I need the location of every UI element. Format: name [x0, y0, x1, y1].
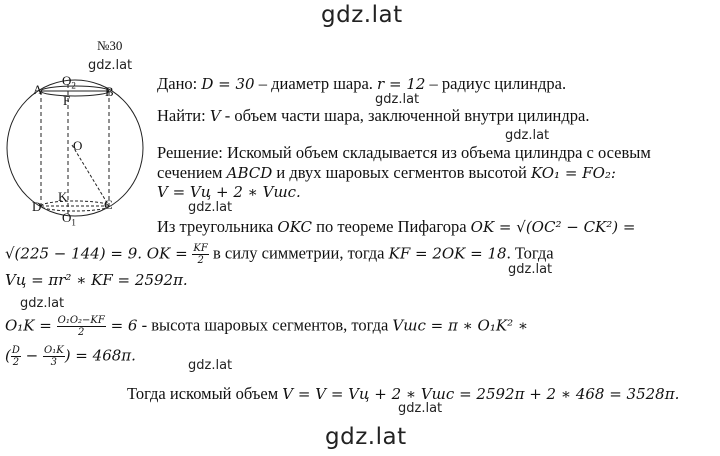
watermark-left: gdz.lat — [20, 296, 65, 311]
solution-line-2: сечением ABCD и двух шаровых сегментов высотой KO₁ = FO₂: — [157, 163, 616, 182]
solution-line-1: Решение: Искомый объем складывается из объема цилиндра с осевым — [157, 143, 651, 162]
watermark-given: gdz.lat — [375, 92, 420, 107]
pythagoras-line-2: √(225 − 144) = 9. OK = $\frac{KF}{2}$ в силу симметрии, тогда KF = 2OK = 18. Тогда — [5, 243, 554, 266]
label-F: F — [63, 93, 71, 108]
label-B: B — [105, 84, 114, 99]
fraction-d-2: $\frac{D}{2}$ — [11, 345, 20, 368]
watermark-formula: gdz.lat — [188, 200, 233, 215]
label-O2: $O_2$ — [62, 73, 76, 91]
watermark-final: gdz.lat — [398, 401, 443, 416]
watermark-top: gdz.lat — [321, 2, 403, 28]
problem-number: №30 — [97, 38, 123, 53]
watermark-bottom: gdz.lat — [325, 424, 407, 450]
label-D: D — [32, 199, 42, 214]
pythagoras-line-1: Из треугольника OKC по теореме Пифагора OK = √(OC² − CK²) = — [157, 217, 636, 236]
label-K: K — [58, 189, 68, 204]
find-line: Найти: V - объем части шара, заключенной внутри цилиндра. — [157, 106, 590, 125]
watermark-figure: gdz.lat — [88, 58, 133, 73]
sphere-cylinder-figure — [0, 0, 150, 240]
fraction-o1k-3: $\frac{\text{O₁K}}{3}$ — [44, 345, 64, 368]
watermark-v468: gdz.lat — [188, 358, 233, 373]
label-O: O — [73, 138, 83, 153]
given-line: Дано: D = 30 – диаметр шара. r = 12 – радиус цилиндра. — [157, 74, 567, 93]
label-O1: $O_1$ — [62, 210, 76, 228]
pythagoras-line-3: Vц = πr² ∗ KF = 2592π. — [5, 271, 188, 289]
label-A: A — [33, 82, 43, 97]
figure — [0, 0, 150, 240]
watermark-find: gdz.lat — [505, 128, 550, 143]
fraction-kf-2: $\frac{KF}{2}$ — [193, 243, 208, 266]
label-C: C — [104, 197, 113, 212]
final-line: Тогда искомый объем V = V = Vц + 2 ∗ Vшс = 2592π + 2 ∗ 468 = 3528π. — [127, 384, 680, 403]
segment-line-1: O₁K = $\frac{\text{O₁O₂−KF}}{2}$ = 6 - высота шаровых сегментов, тогда Vшс = π ∗ O₁K² ∗ — [5, 315, 529, 338]
solution-line-3: V = Vц + 2 ∗ Vшс. — [157, 183, 301, 201]
watermark-kf: gdz.lat — [508, 262, 553, 277]
segment-line-2: ( $\frac{D}{2}$ − $\frac{\text{O₁K}}{3}$ ) = 468π. — [5, 345, 136, 368]
fraction-o1o2-kf: $\frac{\text{O₁O₂−KF}}{2}$ — [57, 315, 105, 338]
